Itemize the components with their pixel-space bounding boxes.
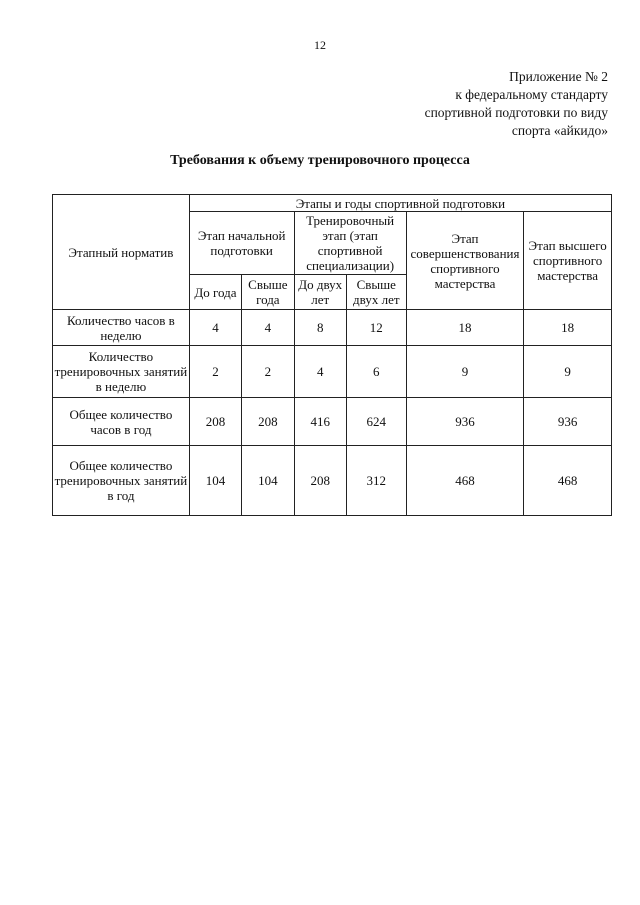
page-number: 12 (314, 38, 326, 52)
appendix-heading (425, 68, 608, 140)
table-cell: 468 (524, 446, 612, 516)
table-cell: 104 (189, 446, 241, 516)
table-cell: 208 (189, 398, 241, 446)
appendix-line: Приложение № 2 (509, 69, 608, 84)
table-cell: 18 (406, 310, 524, 346)
table-cell: 468 (406, 446, 524, 516)
table-cell: 18 (524, 310, 612, 346)
header-stages-group: Этапы и годы спортивной подготовки (189, 195, 611, 212)
appendix-line: спорта «айкидо» (511, 123, 608, 138)
table-cell: 208 (242, 398, 294, 446)
header-norm: Этапный норматив (53, 195, 190, 310)
appendix-line: к федеральному стандарту (455, 87, 608, 102)
header-stage-improvement: Этап совершенствования спортивного мастерства (406, 212, 524, 310)
table-row (53, 446, 612, 516)
table-cell: 4 (242, 310, 294, 346)
appendix-line: спортивной подготовки по виду (424, 105, 608, 120)
header-stage-highest: Этап высшего спортивного мастерства (524, 212, 612, 310)
table-cell: 208 (294, 446, 346, 516)
table-cell: 2 (189, 346, 241, 398)
table-cell: 936 (524, 398, 612, 446)
table-cell: 312 (346, 446, 406, 516)
row-label: Количество часов в неделю (53, 310, 190, 346)
table-row (53, 398, 612, 446)
header-stage-training: Тренировочный этап (этап спортивной специализации) (294, 212, 406, 275)
header-sub-training-2: Свыше двух лет (346, 275, 406, 310)
header-stage-initial: Этап начальной подготовки (189, 212, 294, 275)
requirements-table (52, 194, 612, 516)
table-cell: 8 (294, 310, 346, 346)
header-sub-training-1: До двух лет (294, 275, 346, 310)
table-cell: 2 (242, 346, 294, 398)
table-row (53, 310, 612, 346)
table-cell: 4 (189, 310, 241, 346)
table-cell: 9 (524, 346, 612, 398)
row-label: Общее количество часов в год (53, 398, 190, 446)
row-label: Общее количество тренировочных занятий в год (53, 446, 190, 516)
row-label: Количество тренировочных занятий в неделю (53, 346, 190, 398)
table-cell: 416 (294, 398, 346, 446)
header-sub-initial-2: Свыше года (242, 275, 294, 310)
table-cell: 6 (346, 346, 406, 398)
table-row (53, 346, 612, 398)
table-cell: 624 (346, 398, 406, 446)
document-title: Требования к объему тренировочного процесса (170, 153, 470, 168)
table-cell: 4 (294, 346, 346, 398)
table-cell: 9 (406, 346, 524, 398)
table-cell: 12 (346, 310, 406, 346)
table-cell: 936 (406, 398, 524, 446)
table-cell: 104 (242, 446, 294, 516)
header-sub-initial-1: До года (189, 275, 241, 310)
